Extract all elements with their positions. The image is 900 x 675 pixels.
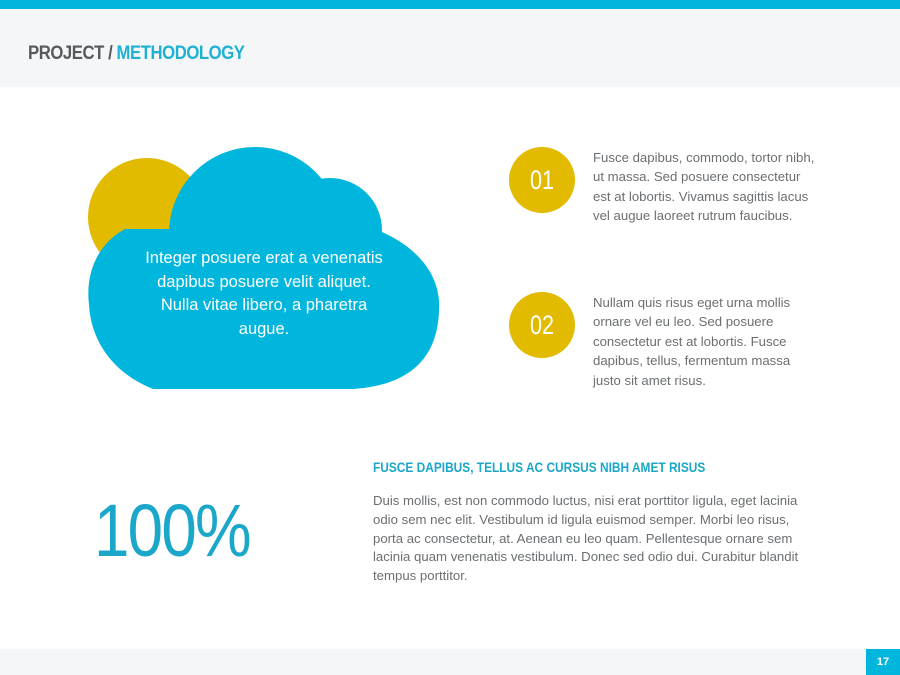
cloud-text: Integer posuere erat a venenatis dapibus posuere velit aliquet. Nulla vitae libero, a pharetra augue. [145, 249, 383, 338]
footer-bar [0, 649, 900, 675]
step-1-number-badge [509, 147, 575, 213]
header-bar [0, 9, 900, 87]
title-methodology: METHODOLOGY [116, 43, 245, 64]
page-title [28, 43, 245, 65]
top-accent-bar [0, 0, 900, 9]
step-2-number: 02 [529, 310, 555, 340]
page-number-badge: 17 [866, 649, 900, 675]
step-1-number: 01 [529, 165, 555, 195]
title-project: PROJECT [28, 43, 104, 64]
section-heading: FUSCE DAPIBUS, TELLUS AC CURSUS NIBH AMET RISUS [373, 459, 706, 475]
step-2-number-badge [509, 292, 575, 358]
title-separator: / [103, 43, 117, 64]
section-body: Duis mollis, est non commodo luctus, nisi erat porttitor ligula, eget lacinia odio sem nec elit. Vestibulum id ligula euismod semper. Morbi leo risus, porta ac consectetur, at. Aenean eu leo quam. Pellentesque ornare sem lacinia quam venenatis vestibulum. Donec sed odio dui. Curabitur blandit tempus porttitor. [373, 493, 799, 584]
step-2-text: Nullam quis risus eget urna mollis ornare vel eu leo. Sed posuere consectetur est at lobortis. Fusce dapibus, tellus, fermentum massa justo sit amet risus. [593, 295, 791, 388]
big-stat-value: 100% [94, 489, 250, 572]
step-1-text: Fusce dapibus, commodo, tortor nibh, ut massa. Sed posuere consectetur est at lobortis. Vivamus sagittis lacus vel augue laoreet rutrum faucibus. [593, 150, 815, 224]
